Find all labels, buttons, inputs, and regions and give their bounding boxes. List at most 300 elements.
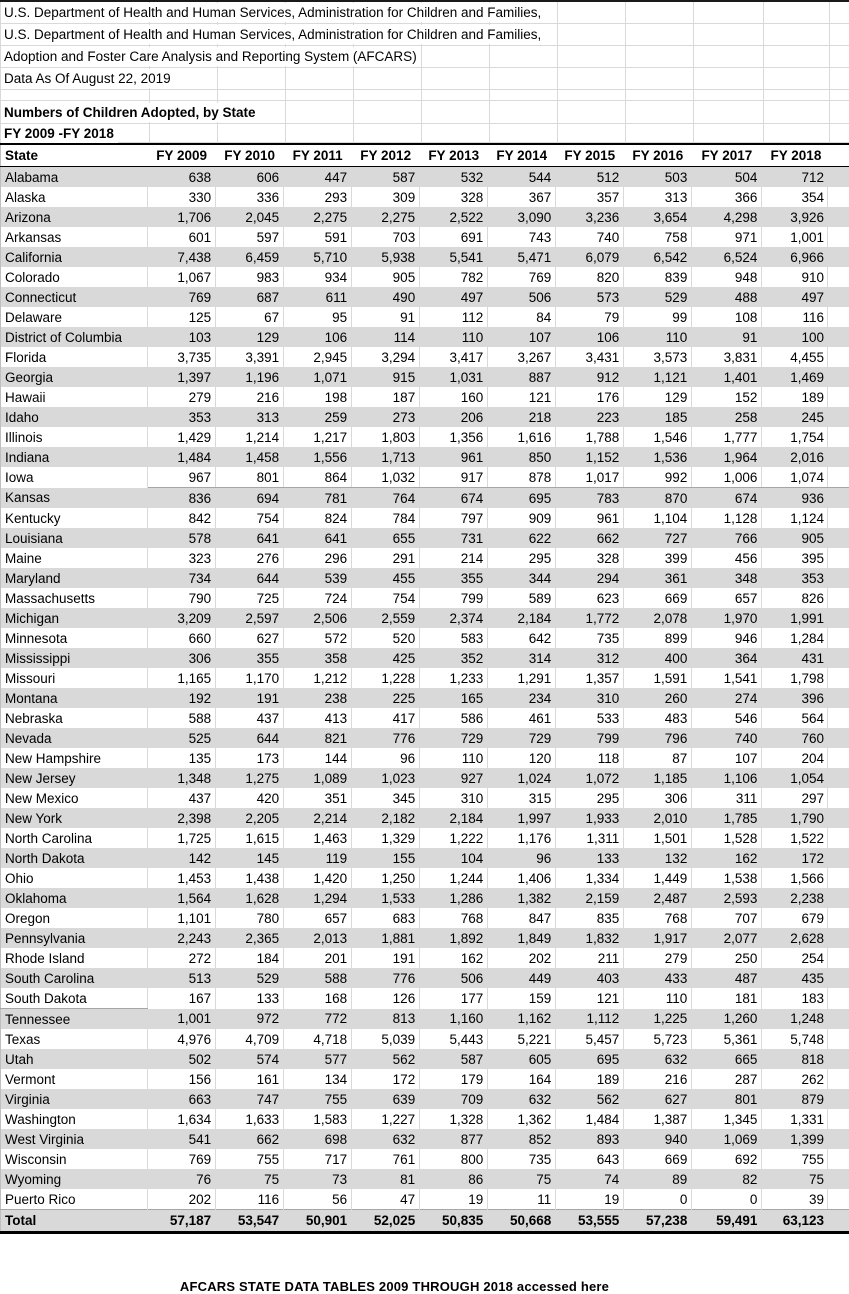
state-name-cell: Puerto Rico	[1, 1189, 148, 1210]
value-cell: 899	[624, 628, 692, 648]
value-cell: 1,121	[624, 367, 692, 387]
value-cell: 2,275	[352, 207, 420, 227]
value-cell: 669	[624, 1149, 692, 1169]
table-row	[1, 628, 849, 648]
value-cell: 1,892	[420, 928, 488, 948]
state-name-cell: South Dakota	[1, 988, 148, 1009]
value-cell: 1,788	[556, 427, 624, 447]
value-cell: 3,654	[624, 207, 692, 227]
value-cell: 572	[284, 628, 352, 648]
value-cell: 125	[148, 307, 216, 327]
state-name-cell: Alabama	[1, 167, 148, 188]
value-cell: 152	[692, 387, 762, 407]
value-cell: 355	[216, 648, 284, 668]
value-cell: 118	[556, 748, 624, 768]
value-cell: 328	[420, 187, 488, 207]
value-cell: 695	[556, 1049, 624, 1069]
column-header-fy-2012: FY 2012	[352, 144, 420, 167]
value-cell: 330	[148, 187, 216, 207]
table-row	[1, 568, 849, 588]
value-cell: 5,457	[556, 1029, 624, 1049]
value-cell: 3,417	[420, 347, 488, 367]
value-cell: 96	[352, 748, 420, 768]
value-cell: 132	[624, 848, 692, 868]
value-cell: 992	[624, 467, 692, 488]
state-name-cell: Kansas	[1, 488, 148, 509]
value-cell: 784	[352, 508, 420, 528]
value-cell: 627	[624, 1089, 692, 1109]
value-cell: 425	[352, 648, 420, 668]
value-cell: 1,348	[148, 768, 216, 788]
state-name-cell: Vermont	[1, 1069, 148, 1089]
value-cell: 783	[556, 488, 624, 509]
value-cell: 754	[352, 588, 420, 608]
value-cell: 1,071	[284, 367, 352, 387]
value-cell: 839	[624, 267, 692, 287]
value-cell: 799	[556, 728, 624, 748]
value-cell: 766	[692, 528, 762, 548]
value-cell: 1,345	[692, 1109, 762, 1129]
value-cell: 403	[556, 968, 624, 988]
value-cell: 2,506	[284, 608, 352, 628]
value-cell: 260	[624, 688, 692, 708]
value-cell: 768	[420, 908, 488, 928]
state-name-cell: Oklahoma	[1, 888, 148, 908]
value-cell: 2,628	[762, 928, 849, 948]
value-cell: 761	[352, 1149, 420, 1169]
value-cell: 364	[692, 648, 762, 668]
header-line-4	[1, 68, 849, 90]
value-cell: 313	[624, 187, 692, 207]
value-cell: 116	[762, 307, 849, 327]
value-cell: 108	[692, 307, 762, 327]
value-cell: 1,438	[216, 868, 284, 888]
table-row	[1, 968, 849, 988]
value-cell: 366	[692, 187, 762, 207]
value-cell: 1,917	[624, 928, 692, 948]
value-cell: 936	[762, 488, 849, 509]
table-row	[1, 888, 849, 908]
value-cell: 82	[692, 1169, 762, 1189]
value-cell: 161	[216, 1069, 284, 1089]
value-cell: 717	[284, 1149, 352, 1169]
value-cell: 106	[556, 327, 624, 347]
state-name-cell: Rhode Island	[1, 948, 148, 968]
value-cell: 177	[420, 988, 488, 1009]
table-title: Numbers of Children Adopted, by State	[1, 103, 260, 122]
value-cell: 961	[420, 447, 488, 467]
value-cell: 729	[420, 728, 488, 748]
value-cell: 168	[284, 988, 352, 1009]
value-cell: 740	[556, 227, 624, 247]
value-cell: 695	[488, 488, 556, 509]
value-cell: 1,616	[488, 427, 556, 447]
value-cell: 1,449	[624, 868, 692, 888]
value-cell: 2,243	[148, 928, 216, 948]
value-cell: 106	[284, 327, 352, 347]
value-cell: 202	[148, 1189, 216, 1210]
value-cell: 601	[148, 227, 216, 247]
value-cell: 622	[488, 528, 556, 548]
total-value-cell: 57,187	[148, 1210, 216, 1233]
value-cell: 306	[624, 788, 692, 808]
value-cell: 74	[556, 1169, 624, 1189]
value-cell: 189	[556, 1069, 624, 1089]
value-cell: 1,790	[762, 808, 849, 828]
value-cell: 1,964	[692, 447, 762, 467]
value-cell: 1,713	[352, 447, 420, 467]
value-cell: 2,945	[284, 347, 352, 367]
value-cell: 56	[284, 1189, 352, 1210]
state-name-cell: Ohio	[1, 868, 148, 888]
value-cell: 912	[556, 367, 624, 387]
value-cell: 497	[420, 287, 488, 307]
value-cell: 1,382	[488, 888, 556, 908]
value-cell: 818	[762, 1049, 849, 1069]
value-cell: 344	[488, 568, 556, 588]
state-name-cell: Nevada	[1, 728, 148, 748]
value-cell: 1,196	[216, 367, 284, 387]
value-cell: 293	[284, 187, 352, 207]
value-cell: 1,017	[556, 467, 624, 488]
value-cell: 1,785	[692, 808, 762, 828]
value-cell: 420	[216, 788, 284, 808]
value-cell: 310	[420, 788, 488, 808]
value-cell: 107	[488, 327, 556, 347]
value-cell: 972	[216, 1009, 284, 1030]
state-name-cell: Illinois	[1, 427, 148, 447]
value-cell: 99	[624, 307, 692, 327]
value-cell: 311	[692, 788, 762, 808]
value-cell: 544	[488, 167, 556, 188]
value-cell: 313	[216, 407, 284, 427]
value-cell: 173	[216, 748, 284, 768]
value-cell: 1,069	[692, 1129, 762, 1149]
value-cell: 234	[488, 688, 556, 708]
value-cell: 674	[692, 488, 762, 509]
gridline-vertical	[829, 2, 830, 143]
value-cell: 6,524	[692, 247, 762, 267]
value-cell: 1,469	[762, 367, 849, 387]
value-cell: 315	[488, 788, 556, 808]
state-name-cell: Indiana	[1, 447, 148, 467]
table-row	[1, 708, 849, 728]
value-cell: 1,522	[762, 828, 849, 848]
state-name-cell: Maine	[1, 548, 148, 568]
value-cell: 1,933	[556, 808, 624, 828]
table-subtitle-row	[1, 124, 849, 143]
value-cell: 1,849	[488, 928, 556, 948]
value-cell: 665	[692, 1049, 762, 1069]
data-as-of-text: Data As Of August 22, 2019	[1, 69, 175, 88]
value-cell: 1,356	[420, 427, 488, 447]
value-cell: 546	[692, 708, 762, 728]
value-cell: 273	[352, 407, 420, 427]
table-row	[1, 447, 849, 467]
value-cell: 295	[488, 548, 556, 568]
value-cell: 587	[420, 1049, 488, 1069]
state-name-cell: New York	[1, 808, 148, 828]
value-cell: 216	[624, 1069, 692, 1089]
table-row	[1, 387, 849, 407]
value-cell: 909	[488, 508, 556, 528]
value-cell: 254	[762, 948, 849, 968]
value-cell: 877	[420, 1129, 488, 1149]
value-cell: 1,991	[762, 608, 849, 628]
value-cell: 3,573	[624, 347, 692, 367]
value-cell: 5,039	[352, 1029, 420, 1049]
table-row	[1, 1029, 849, 1049]
value-cell: 351	[284, 788, 352, 808]
value-cell: 703	[352, 227, 420, 247]
value-cell: 1,484	[556, 1109, 624, 1129]
value-cell: 296	[284, 548, 352, 568]
value-cell: 86	[420, 1169, 488, 1189]
value-cell: 201	[284, 948, 352, 968]
state-name-cell: Washington	[1, 1109, 148, 1129]
value-cell: 449	[488, 968, 556, 988]
header-line-3	[1, 46, 849, 68]
bottom-spacer	[0, 1234, 849, 1252]
value-cell: 1,754	[762, 427, 849, 447]
value-cell: 431	[762, 648, 849, 668]
table-row	[1, 588, 849, 608]
value-cell: 782	[420, 267, 488, 287]
value-cell: 1,152	[556, 447, 624, 467]
table-row	[1, 1049, 849, 1069]
state-name-cell: Louisiana	[1, 528, 148, 548]
value-cell: 769	[148, 287, 216, 307]
state-name-cell: Hawaii	[1, 387, 148, 407]
value-cell: 1,112	[556, 1009, 624, 1030]
value-cell: 1,089	[284, 768, 352, 788]
value-cell: 110	[420, 748, 488, 768]
value-cell: 878	[488, 467, 556, 488]
value-cell: 754	[216, 508, 284, 528]
value-cell: 120	[488, 748, 556, 768]
value-cell: 946	[692, 628, 762, 648]
table-row	[1, 688, 849, 708]
table-row	[1, 1189, 849, 1210]
state-name-cell: Wyoming	[1, 1169, 148, 1189]
value-cell: 144	[284, 748, 352, 768]
value-cell: 1,420	[284, 868, 352, 888]
state-name-cell: Texas	[1, 1029, 148, 1049]
value-cell: 948	[692, 267, 762, 287]
state-name-cell: Utah	[1, 1049, 148, 1069]
value-cell: 1,334	[556, 868, 624, 888]
value-cell: 259	[284, 407, 352, 427]
value-cell: 1,054	[762, 768, 849, 788]
value-cell: 632	[624, 1049, 692, 1069]
column-header-fy-2018: FY 2018	[762, 144, 849, 167]
table-header	[1, 144, 849, 167]
value-cell: 206	[420, 407, 488, 427]
value-cell: 776	[352, 728, 420, 748]
value-cell: 3,431	[556, 347, 624, 367]
state-name-cell: Tennessee	[1, 1009, 148, 1030]
value-cell: 67	[216, 307, 284, 327]
gridline-vertical	[693, 2, 694, 143]
value-cell: 532	[420, 167, 488, 188]
value-cell: 1,628	[216, 888, 284, 908]
value-cell: 769	[148, 1149, 216, 1169]
value-cell: 1,233	[420, 668, 488, 688]
value-cell: 971	[692, 227, 762, 247]
value-cell: 399	[624, 548, 692, 568]
value-cell: 1,406	[488, 868, 556, 888]
value-cell: 679	[762, 908, 849, 928]
column-header-state: State	[1, 144, 148, 167]
table-row	[1, 508, 849, 528]
value-cell: 1,024	[488, 768, 556, 788]
value-cell: 214	[420, 548, 488, 568]
state-name-cell: Arizona	[1, 207, 148, 227]
value-cell: 361	[624, 568, 692, 588]
value-cell: 306	[148, 648, 216, 668]
value-cell: 632	[488, 1089, 556, 1109]
value-cell: 1,583	[284, 1109, 352, 1129]
value-cell: 156	[148, 1069, 216, 1089]
value-cell: 223	[556, 407, 624, 427]
value-cell: 927	[420, 768, 488, 788]
value-cell: 740	[692, 728, 762, 748]
value-cell: 627	[216, 628, 284, 648]
value-cell: 216	[216, 387, 284, 407]
value-cell: 4,709	[216, 1029, 284, 1049]
table-row	[1, 668, 849, 688]
value-cell: 842	[148, 508, 216, 528]
value-cell: 172	[352, 1069, 420, 1089]
value-cell: 279	[148, 387, 216, 407]
table-row	[1, 828, 849, 848]
value-cell: 826	[762, 588, 849, 608]
column-header-fy-2011: FY 2011	[284, 144, 352, 167]
value-cell: 1,160	[420, 1009, 488, 1030]
value-cell: 503	[624, 167, 692, 188]
table-row	[1, 548, 849, 568]
value-cell: 1,970	[692, 608, 762, 628]
state-name-cell: Virginia	[1, 1089, 148, 1109]
value-cell: 5,471	[488, 247, 556, 267]
value-cell: 5,723	[624, 1029, 692, 1049]
table-row	[1, 988, 849, 1009]
value-cell: 328	[556, 548, 624, 568]
value-cell: 2,398	[148, 808, 216, 828]
empty-row	[1, 90, 849, 101]
value-cell: 310	[556, 688, 624, 708]
total-value-cell: 50,901	[284, 1210, 352, 1233]
table-row	[1, 467, 849, 488]
value-cell: 813	[352, 1009, 420, 1030]
value-cell: 129	[216, 327, 284, 347]
value-cell: 639	[352, 1089, 420, 1109]
value-cell: 162	[692, 848, 762, 868]
state-name-cell: Iowa	[1, 467, 148, 488]
value-cell: 447	[284, 167, 352, 188]
value-cell: 133	[556, 848, 624, 868]
value-cell: 800	[420, 1149, 488, 1169]
state-name-cell: Georgia	[1, 367, 148, 387]
value-cell: 657	[284, 908, 352, 928]
gridline-vertical	[625, 2, 626, 143]
header-line-1	[1, 2, 849, 24]
value-cell: 483	[624, 708, 692, 728]
value-cell: 864	[284, 467, 352, 488]
value-cell: 662	[216, 1129, 284, 1149]
value-cell: 3,209	[148, 608, 216, 628]
value-cell: 606	[216, 167, 284, 188]
value-cell: 3,735	[148, 347, 216, 367]
value-cell: 835	[556, 908, 624, 928]
state-name-cell: Minnesota	[1, 628, 148, 648]
value-cell: 179	[420, 1069, 488, 1089]
value-cell: 5,938	[352, 247, 420, 267]
value-cell: 729	[488, 728, 556, 748]
value-cell: 121	[488, 387, 556, 407]
value-cell: 1,275	[216, 768, 284, 788]
value-cell: 2,593	[692, 888, 762, 908]
value-cell: 776	[352, 968, 420, 988]
state-name-cell: Michigan	[1, 608, 148, 628]
table-row	[1, 768, 849, 788]
table-row	[1, 207, 849, 227]
value-cell: 692	[692, 1149, 762, 1169]
value-cell: 291	[352, 548, 420, 568]
value-cell: 644	[216, 728, 284, 748]
table-row	[1, 187, 849, 207]
table-row	[1, 928, 849, 948]
header-row	[1, 144, 849, 167]
value-cell: 110	[624, 988, 692, 1009]
value-cell: 119	[284, 848, 352, 868]
table-row	[1, 427, 849, 447]
value-cell: 95	[284, 307, 352, 327]
value-cell: 1,538	[692, 868, 762, 888]
value-cell: 274	[692, 688, 762, 708]
value-cell: 417	[352, 708, 420, 728]
value-cell: 915	[352, 367, 420, 387]
value-cell: 497	[762, 287, 849, 307]
value-cell: 1,501	[624, 828, 692, 848]
adoption-table	[0, 143, 849, 1234]
value-cell: 355	[420, 568, 488, 588]
value-cell: 731	[420, 528, 488, 548]
table-row	[1, 848, 849, 868]
value-cell: 574	[216, 1049, 284, 1069]
value-cell: 6,459	[216, 247, 284, 267]
value-cell: 669	[624, 588, 692, 608]
value-cell: 663	[148, 1089, 216, 1109]
value-cell: 917	[420, 467, 488, 488]
state-name-cell: Wisconsin	[1, 1149, 148, 1169]
value-cell: 272	[148, 948, 216, 968]
value-cell: 4,298	[692, 207, 762, 227]
state-name-cell: Oregon	[1, 908, 148, 928]
value-cell: 1,772	[556, 608, 624, 628]
value-cell: 642	[488, 628, 556, 648]
value-cell: 520	[352, 628, 420, 648]
value-cell: 1,212	[284, 668, 352, 688]
column-header-fy-2017: FY 2017	[692, 144, 762, 167]
value-cell: 1,997	[488, 808, 556, 828]
value-cell: 1,225	[624, 1009, 692, 1030]
value-cell: 1,284	[762, 628, 849, 648]
value-cell: 7,438	[148, 247, 216, 267]
value-cell: 836	[148, 488, 216, 509]
value-cell: 2,214	[284, 808, 352, 828]
value-cell: 2,238	[762, 888, 849, 908]
